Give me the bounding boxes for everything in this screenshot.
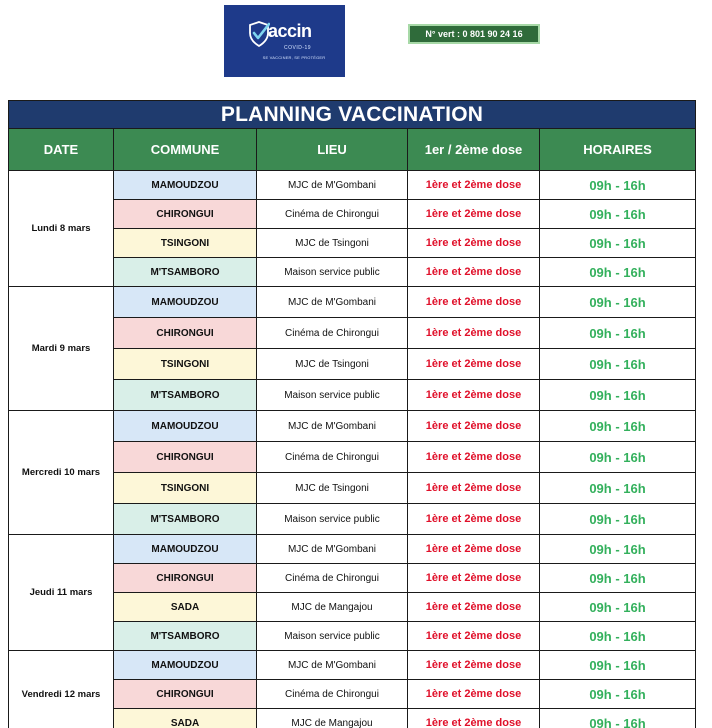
table-row bbox=[9, 171, 696, 200]
logo-subtitle: COVID-19 bbox=[284, 45, 312, 51]
commune-cell: MAMOUDZOU bbox=[114, 287, 257, 318]
lieu-cell: MJC de Mangajou bbox=[257, 593, 408, 622]
date-cell: Mardi 9 mars bbox=[9, 287, 114, 411]
lieu-cell: Cinéma de Chirongui bbox=[257, 200, 408, 229]
lieu-cell: Cinéma de Chirongui bbox=[257, 564, 408, 593]
logo-tagline: SE VACCINER, SE PROTÉGER bbox=[262, 55, 326, 60]
dose-cell: 1ère et 2ème dose bbox=[408, 535, 540, 564]
horaires-cell: 09h - 16h bbox=[540, 564, 696, 593]
horaires-cell: 09h - 16h bbox=[540, 229, 696, 258]
commune-cell: CHIRONGUI bbox=[114, 442, 257, 473]
horaires-cell: 09h - 16h bbox=[540, 709, 696, 728]
commune-cell: MAMOUDZOU bbox=[114, 535, 257, 564]
table-row bbox=[9, 411, 696, 442]
dose-cell: 1ère et 2ème dose bbox=[408, 318, 540, 349]
lieu-cell: MJC de M'Gombani bbox=[257, 287, 408, 318]
horaires-cell: 09h - 16h bbox=[540, 442, 696, 473]
lieu-cell: MJC de Tsingoni bbox=[257, 473, 408, 504]
horaires-cell: 09h - 16h bbox=[540, 535, 696, 564]
commune-cell: CHIRONGUI bbox=[114, 680, 257, 709]
commune-cell: TSINGONI bbox=[114, 473, 257, 504]
dose-cell: 1ère et 2ème dose bbox=[408, 504, 540, 535]
dose-cell: 1ère et 2ème dose bbox=[408, 473, 540, 504]
lieu-cell: Maison service public bbox=[257, 504, 408, 535]
horaires-cell: 09h - 16h bbox=[540, 287, 696, 318]
horaires-cell: 09h - 16h bbox=[540, 380, 696, 411]
commune-cell: MAMOUDZOU bbox=[114, 651, 257, 680]
horaires-cell: 09h - 16h bbox=[540, 504, 696, 535]
commune-cell: M'TSAMBORO bbox=[114, 504, 257, 535]
commune-cell: M'TSAMBORO bbox=[114, 380, 257, 411]
table-row bbox=[9, 287, 696, 318]
lieu-cell: MJC de Tsingoni bbox=[257, 349, 408, 380]
lieu-cell: Maison service public bbox=[257, 380, 408, 411]
lieu-cell: MJC de Tsingoni bbox=[257, 229, 408, 258]
date-cell: Jeudi 11 mars bbox=[9, 535, 114, 651]
horaires-cell: 09h - 16h bbox=[540, 651, 696, 680]
lieu-cell: Cinéma de Chirongui bbox=[257, 318, 408, 349]
vaccin-logo bbox=[224, 5, 345, 77]
header-commune: COMMUNE bbox=[114, 129, 257, 171]
dose-cell: 1ère et 2ème dose bbox=[408, 411, 540, 442]
commune-cell: SADA bbox=[114, 709, 257, 728]
lieu-cell: Cinéma de Chirongui bbox=[257, 442, 408, 473]
table-row bbox=[9, 535, 696, 564]
horaires-cell: 09h - 16h bbox=[540, 680, 696, 709]
commune-cell: CHIRONGUI bbox=[114, 318, 257, 349]
lieu-cell: Maison service public bbox=[257, 622, 408, 651]
dose-cell: 1ère et 2ème dose bbox=[408, 622, 540, 651]
header-dose: 1er / 2ème dose bbox=[408, 129, 540, 171]
horaires-cell: 09h - 16h bbox=[540, 349, 696, 380]
header-lieu: LIEU bbox=[257, 129, 408, 171]
horaires-cell: 09h - 16h bbox=[540, 318, 696, 349]
dose-cell: 1ère et 2ème dose bbox=[408, 258, 540, 287]
commune-cell: SADA bbox=[114, 593, 257, 622]
commune-cell: TSINGONI bbox=[114, 349, 257, 380]
lieu-cell: Maison service public bbox=[257, 258, 408, 287]
lieu-cell: Cinéma de Chirongui bbox=[257, 680, 408, 709]
table-title: PLANNING VACCINATION bbox=[9, 101, 696, 129]
horaires-cell: 09h - 16h bbox=[540, 200, 696, 229]
dose-cell: 1ère et 2ème dose bbox=[408, 200, 540, 229]
commune-cell: TSINGONI bbox=[114, 229, 257, 258]
logo-wordmark: accin bbox=[268, 21, 312, 41]
commune-cell: CHIRONGUI bbox=[114, 564, 257, 593]
dose-cell: 1ère et 2ème dose bbox=[408, 229, 540, 258]
horaires-cell: 09h - 16h bbox=[540, 473, 696, 504]
header-date: DATE bbox=[9, 129, 114, 171]
lieu-cell: MJC de M'Gombani bbox=[257, 411, 408, 442]
dose-cell: 1ère et 2ème dose bbox=[408, 380, 540, 411]
lieu-cell: MJC de M'Gombani bbox=[257, 651, 408, 680]
dose-cell: 1ère et 2ème dose bbox=[408, 287, 540, 318]
dose-cell: 1ère et 2ème dose bbox=[408, 709, 540, 728]
commune-cell: M'TSAMBORO bbox=[114, 258, 257, 287]
date-cell: Mercredi 10 mars bbox=[9, 411, 114, 535]
dose-cell: 1ère et 2ème dose bbox=[408, 349, 540, 380]
commune-cell: M'TSAMBORO bbox=[114, 622, 257, 651]
lieu-cell: MJC de M'Gombani bbox=[257, 171, 408, 200]
horaires-cell: 09h - 16h bbox=[540, 622, 696, 651]
commune-cell: MAMOUDZOU bbox=[114, 411, 257, 442]
dose-cell: 1ère et 2ème dose bbox=[408, 564, 540, 593]
dose-cell: 1ère et 2ème dose bbox=[408, 442, 540, 473]
horaires-cell: 09h - 16h bbox=[540, 411, 696, 442]
shield-check-icon bbox=[248, 21, 270, 47]
dose-cell: 1ère et 2ème dose bbox=[408, 593, 540, 622]
dose-cell: 1ère et 2ème dose bbox=[408, 651, 540, 680]
lieu-cell: MJC de M'Gombani bbox=[257, 535, 408, 564]
table-row bbox=[9, 651, 696, 680]
lieu-cell: MJC de Mangajou bbox=[257, 709, 408, 728]
horaires-cell: 09h - 16h bbox=[540, 258, 696, 287]
dose-cell: 1ère et 2ème dose bbox=[408, 680, 540, 709]
commune-cell: CHIRONGUI bbox=[114, 200, 257, 229]
date-cell: Vendredi 12 mars bbox=[9, 651, 114, 728]
horaires-cell: 09h - 16h bbox=[540, 593, 696, 622]
date-cell: Lundi 8 mars bbox=[9, 171, 114, 287]
commune-cell: MAMOUDZOU bbox=[114, 171, 257, 200]
vaccination-schedule-table bbox=[8, 100, 696, 728]
dose-cell: 1ère et 2ème dose bbox=[408, 171, 540, 200]
header-horaires: HORAIRES bbox=[540, 129, 696, 171]
phone-number-badge: N° vert : 0 801 90 24 16 bbox=[408, 24, 540, 44]
horaires-cell: 09h - 16h bbox=[540, 171, 696, 200]
